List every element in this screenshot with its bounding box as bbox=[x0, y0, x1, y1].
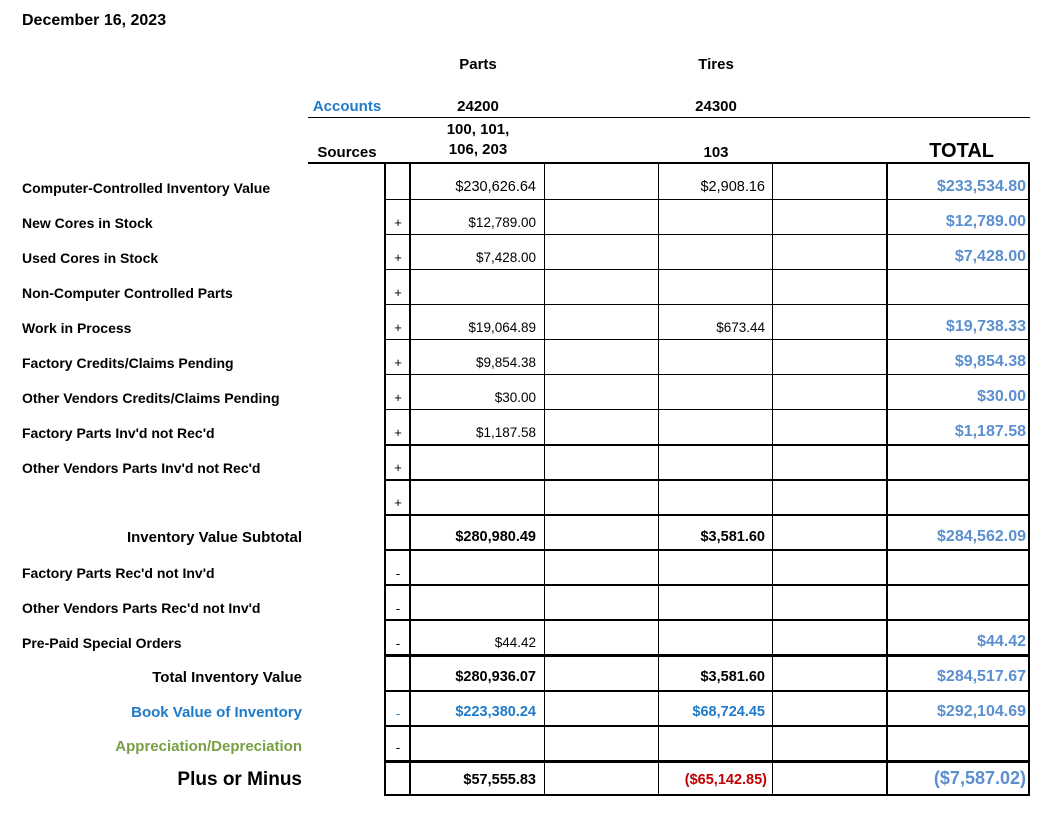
parts-plus-minus-cell: $57,555.83 bbox=[463, 772, 536, 788]
sign-cell: - bbox=[395, 740, 401, 755]
total-cell: $19,738.33 bbox=[945, 318, 1026, 335]
sign-cell: - bbox=[395, 636, 401, 651]
sign-cell: + bbox=[394, 425, 402, 440]
sign-cell: + bbox=[394, 390, 402, 405]
row-label: Other Vendors Parts Rec'd not Inv'd bbox=[22, 600, 261, 616]
tires-book-value-cell: $68,724.45 bbox=[692, 704, 765, 720]
parts-subtotal-cell: $280,980.49 bbox=[455, 529, 536, 545]
parts-cell: $7,428.00 bbox=[475, 250, 536, 265]
sign-cell: + bbox=[394, 320, 402, 335]
sign-cell: + bbox=[394, 250, 402, 265]
grid-hline bbox=[384, 234, 1030, 235]
grid-hline-thick bbox=[384, 654, 1030, 657]
sign-cell: + bbox=[394, 285, 402, 300]
parts-cell: $230,626.64 bbox=[455, 179, 536, 195]
grid-hline bbox=[384, 374, 1030, 375]
total-subtotal-cell: $284,562.09 bbox=[937, 528, 1026, 545]
parts-cell: $1,187.58 bbox=[475, 425, 536, 440]
tires-cell: $2,908.16 bbox=[700, 179, 765, 195]
grid-hline bbox=[384, 409, 1030, 410]
total-inventory-total-cell: $284,517.67 bbox=[937, 668, 1026, 685]
report-date: December 16, 2023 bbox=[22, 12, 167, 29]
accounts-label: Accounts bbox=[312, 98, 382, 115]
row-label: Used Cores in Stock bbox=[22, 250, 159, 266]
parts-sources-line2: 106, 203 bbox=[448, 141, 508, 158]
grid-hline-thick bbox=[384, 760, 1030, 763]
sign-cell: + bbox=[394, 495, 402, 510]
row-label: Computer-Controlled Inventory Value bbox=[22, 180, 271, 196]
total-cell: $12,789.00 bbox=[945, 213, 1026, 230]
parts-cell: $19,064.89 bbox=[468, 320, 536, 335]
grid-hline bbox=[384, 199, 1030, 200]
grid-hline bbox=[384, 479, 1030, 481]
subtotal-label: Inventory Value Subtotal bbox=[126, 529, 302, 546]
grid-hline bbox=[384, 269, 1030, 270]
total-column-header: TOTAL bbox=[929, 140, 994, 162]
grid-hline bbox=[384, 690, 1030, 692]
grid-hline bbox=[384, 514, 1030, 516]
plus-minus-total-cell: ($7,587.02) bbox=[933, 768, 1026, 788]
row-label: Pre-Paid Special Orders bbox=[22, 635, 182, 651]
parts-column-header: Parts bbox=[459, 56, 497, 73]
parts-cell: $30.00 bbox=[494, 390, 536, 405]
grid-hline bbox=[384, 339, 1030, 340]
row-label: Work in Process bbox=[22, 320, 132, 336]
total-cell: $9,854.38 bbox=[954, 353, 1026, 370]
row-label: Factory Parts Inv'd not Rec'd bbox=[22, 425, 215, 441]
tires-total-inventory-cell: $3,581.60 bbox=[700, 669, 765, 685]
tires-cell: $673.44 bbox=[716, 320, 765, 335]
accounts-rule bbox=[308, 117, 1030, 118]
sources-rule bbox=[308, 162, 1030, 164]
grid-hline bbox=[384, 725, 1030, 727]
total-cell: $233,534.80 bbox=[937, 178, 1026, 195]
total-cell: $1,187.58 bbox=[954, 423, 1026, 440]
grid-hline bbox=[384, 444, 1030, 446]
parts-cell: $12,789.00 bbox=[468, 215, 536, 230]
row-label: Factory Parts Rec'd not Inv'd bbox=[22, 565, 215, 581]
sign-cell: + bbox=[394, 355, 402, 370]
tires-sources: 103 bbox=[703, 144, 729, 161]
total-cell: $44.42 bbox=[977, 633, 1026, 650]
grid-hline bbox=[384, 584, 1030, 586]
parts-total-inventory-cell: $280,936.07 bbox=[455, 669, 536, 685]
tires-plus-minus-cell: ($65,142.85) bbox=[684, 772, 767, 788]
book-value-total-cell: $292,104.69 bbox=[937, 703, 1026, 720]
grid-hline bbox=[384, 549, 1030, 551]
parts-sources-line1: 100, 101, bbox=[446, 121, 510, 138]
book-value-label: Book Value of Inventory bbox=[131, 704, 302, 721]
row-label: Factory Credits/Claims Pending bbox=[22, 355, 234, 371]
plus-minus-label: Plus or Minus bbox=[177, 769, 302, 790]
total-inventory-label: Total Inventory Value bbox=[152, 669, 302, 686]
sign-cell: + bbox=[394, 460, 402, 475]
sign-cell: - bbox=[395, 566, 401, 581]
grid-hline bbox=[384, 619, 1030, 621]
row-label: Non-Computer Controlled Parts bbox=[22, 285, 233, 301]
parts-account-number: 24200 bbox=[457, 98, 499, 115]
parts-cell: $44.42 bbox=[494, 635, 536, 650]
total-cell: $30.00 bbox=[977, 388, 1026, 405]
row-label: New Cores in Stock bbox=[22, 215, 153, 231]
row-label: Other Vendors Parts Inv'd not Rec'd bbox=[22, 460, 261, 476]
sign-cell: - bbox=[395, 706, 401, 721]
row-label: Other Vendors Credits/Claims Pending bbox=[22, 390, 280, 406]
tires-account-number: 24300 bbox=[695, 98, 737, 115]
grid-hline-bottom bbox=[384, 794, 1030, 796]
total-cell: $7,428.00 bbox=[954, 248, 1026, 265]
parts-book-value-cell: $223,380.24 bbox=[455, 704, 536, 720]
tires-column-header: Tires bbox=[698, 56, 734, 73]
appreciation-label: Appreciation/Depreciation bbox=[115, 738, 302, 755]
sign-cell: - bbox=[395, 601, 401, 616]
sources-label: Sources bbox=[317, 144, 377, 161]
grid-hline bbox=[384, 304, 1030, 305]
tires-subtotal-cell: $3,581.60 bbox=[700, 529, 765, 545]
parts-cell: $9,854.38 bbox=[475, 355, 536, 370]
sign-cell: + bbox=[394, 215, 402, 230]
